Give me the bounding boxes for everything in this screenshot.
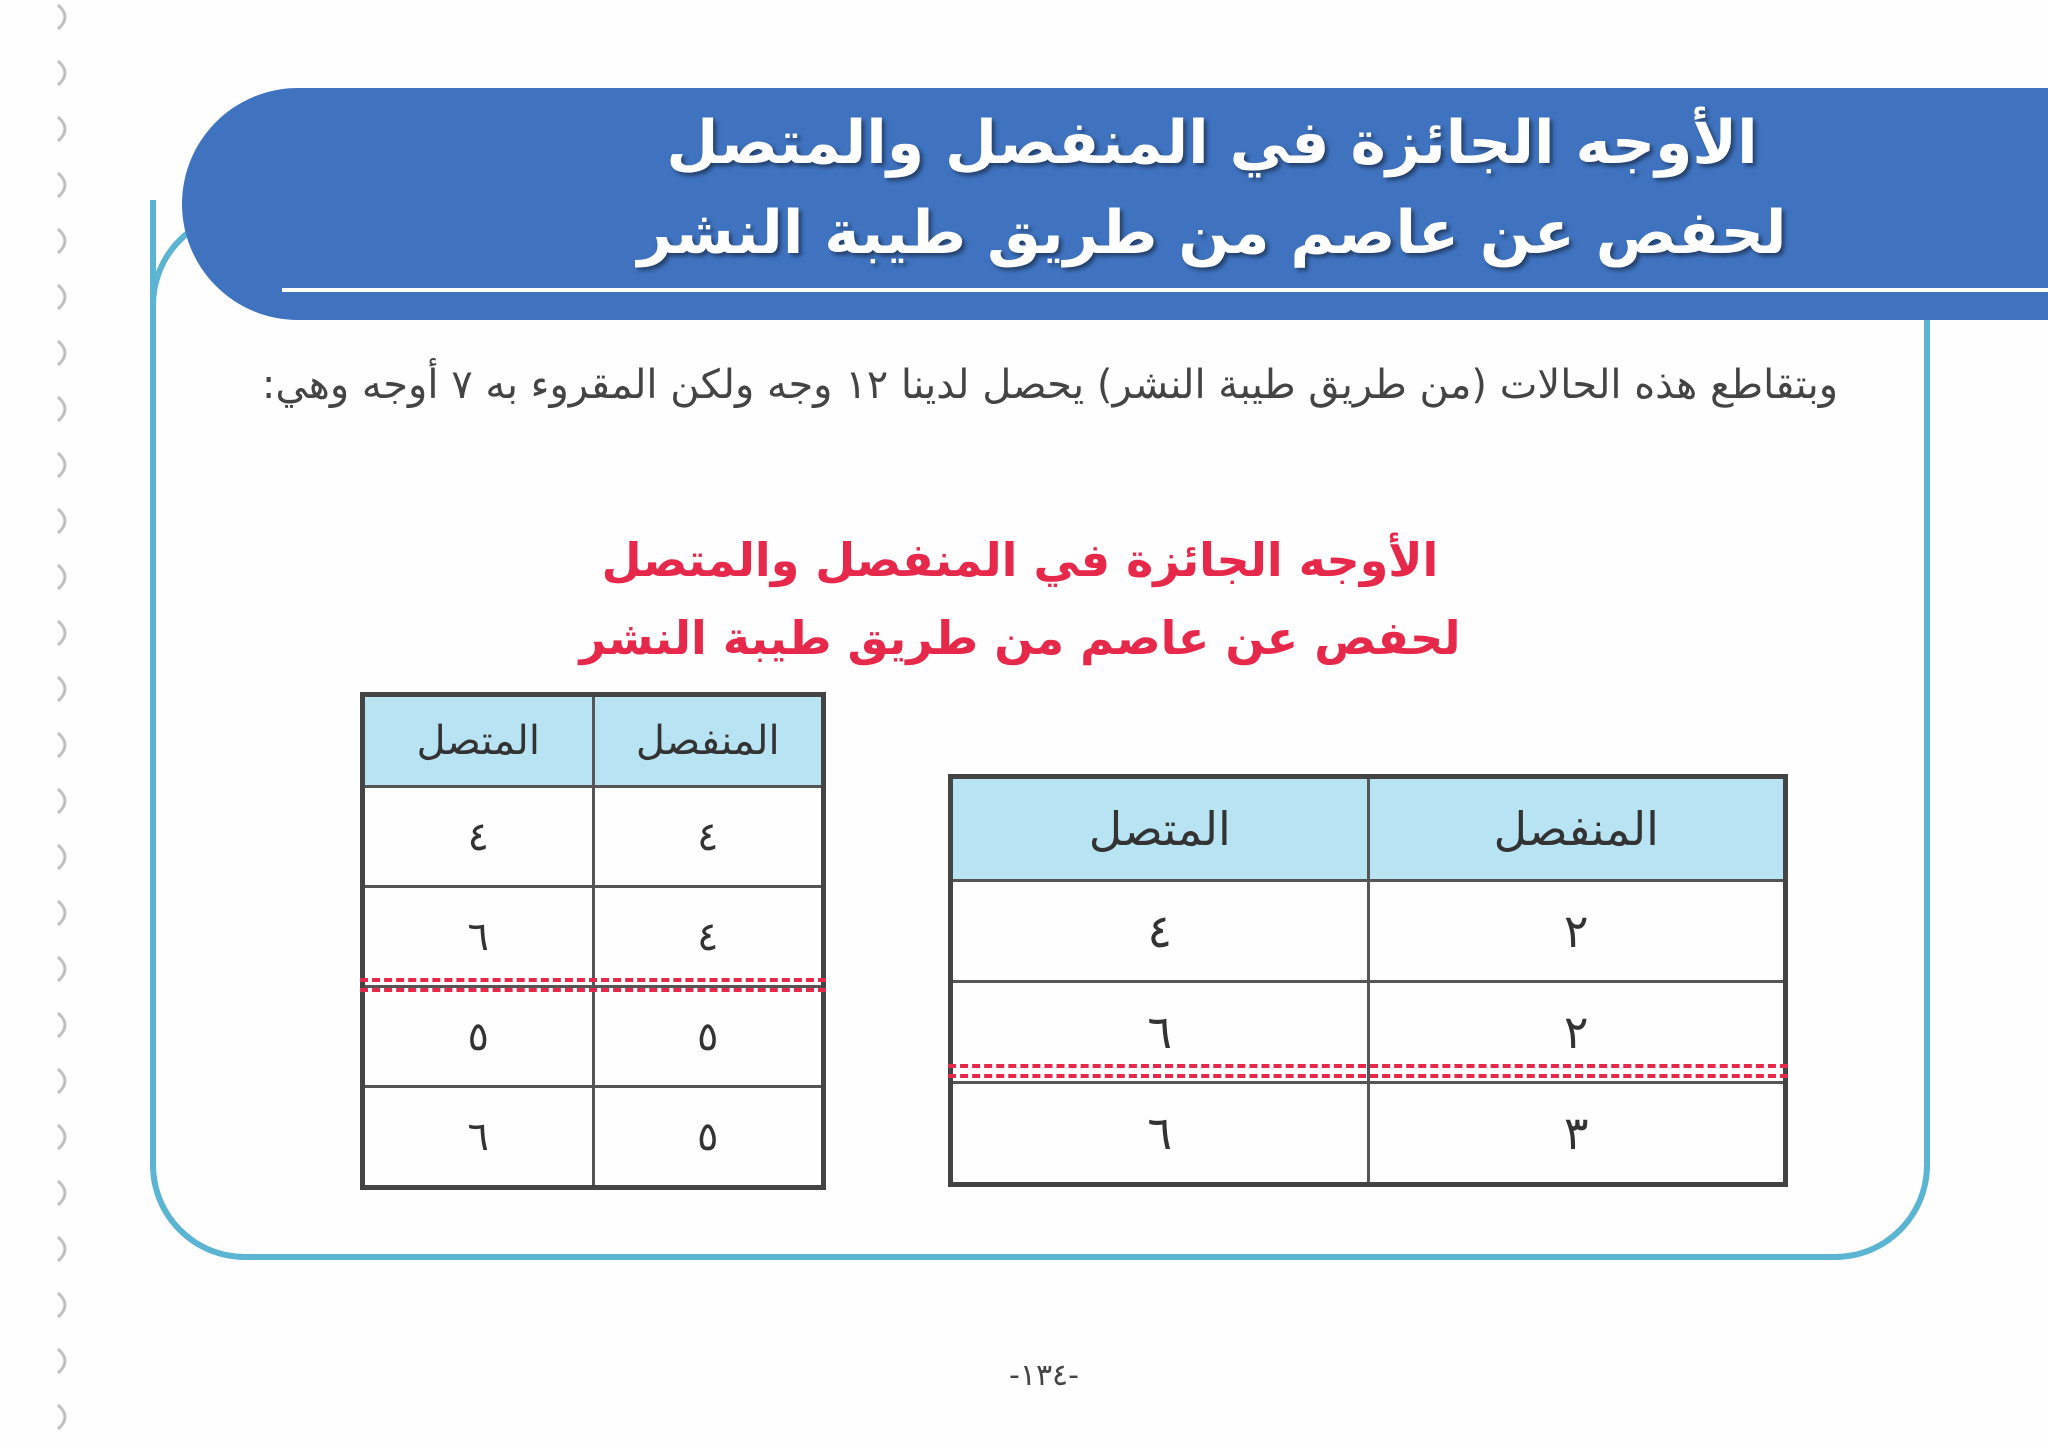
table-cell: ٥ <box>593 1087 824 1188</box>
table-row <box>363 787 824 887</box>
table-header-row <box>951 777 1786 881</box>
table-cell: ٤ <box>363 787 594 887</box>
table-row <box>363 887 824 987</box>
table-cell: ٢ <box>1368 881 1786 982</box>
title-banner <box>182 88 2048 320</box>
table-row <box>951 881 1786 982</box>
intro-paragraph: وبتقاطع هذه الحالات (من طريق طيبة النشر) يحصل لدينا ١٢ وجه ولكن المقروء به ٧ أوجه وهي: <box>261 362 1839 408</box>
banner-underline <box>282 288 2048 292</box>
table-cell: ٦ <box>951 1083 1369 1185</box>
table-cell: ٤ <box>593 787 824 887</box>
banner-title-line1: الأوجه الجائزة في المنفصل والمتصل <box>666 108 1758 178</box>
table-row <box>363 987 824 1087</box>
subtitle-line1: الأوجه الجائزة في المنفصل والمتصل <box>601 533 1439 587</box>
header-muttasil: المتصل <box>951 777 1369 881</box>
dashed-divider-left <box>360 978 826 982</box>
table-cell: ٤ <box>593 887 824 987</box>
table-left <box>360 692 826 1190</box>
table-right <box>948 774 1788 1187</box>
table-row <box>363 1087 824 1188</box>
header-muttasil: المتصل <box>363 695 594 787</box>
header-munfasil: المنفصل <box>1368 777 1786 881</box>
subtitle-line2: لحفص عن عاصم من طريق طيبة النشر <box>579 611 1461 665</box>
table-cell: ٥ <box>363 987 594 1087</box>
table-cell: ٢ <box>1368 982 1786 1083</box>
binding-rings <box>18 0 78 1447</box>
table-cell: ٣ <box>1368 1083 1786 1185</box>
table-cell: ٤ <box>951 881 1369 982</box>
table-cell: ٦ <box>363 887 594 987</box>
table-cell: ٦ <box>363 1087 594 1188</box>
table-header-row <box>363 695 824 787</box>
dashed-divider-right <box>948 1064 1788 1068</box>
table-row <box>951 1083 1786 1185</box>
page-number: -١٣٤- <box>1009 1358 1079 1393</box>
table-cell: ٦ <box>951 982 1369 1083</box>
header-munfasil: المنفصل <box>593 695 824 787</box>
table-cell: ٥ <box>593 987 824 1087</box>
banner-title-line2: لحفص عن عاصم من طريق طيبة النشر <box>637 198 1787 268</box>
